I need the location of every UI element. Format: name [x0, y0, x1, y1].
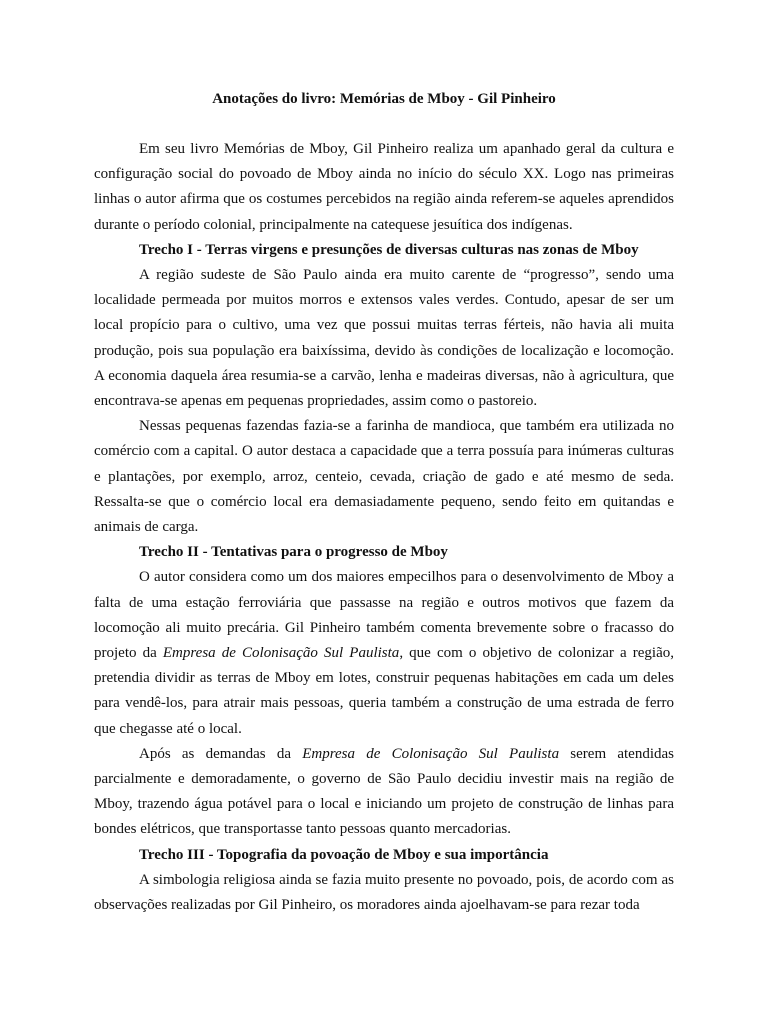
company-name-italic: Empresa de Colonisação Sul Paulista: [302, 745, 560, 762]
section-1-paragraph-2: Nessas pequenas fazendas fazia-se a farinha de mandioca, que também era utilizada no comércio com a capital. O autor destaca a capacidade que a terra possuía para inúmeras culturas e plantações, por exemplo, arroz, centeio, cevada, criação de gado e até mesmo de seda. Ressalta-se que o comércio local era demasiadamente pequeno, sendo feito em quitandas e animais de carga.: [94, 418, 674, 536]
document-title: Anotações do livro: Memórias de Mboy - Gil Pinheiro: [212, 91, 556, 107]
intro-paragraph: Em seu livro Memórias de Mboy, Gil Pinheiro realiza um apanhado geral da cultura e configuração social do povoado de Mboy ainda no início do século XX. Logo nas primeiras linhas o autor afirma que os costumes percebidos na região ainda referem-se aqueles aprendidos durante o período colonial, principalmente na catequese jesuítica dos indígenas.: [94, 141, 674, 233]
section-1-paragraph-1: A região sudeste de São Paulo ainda era muito carente de “progresso”, sendo uma localidade permeada por muitos morros e extensos vales verdes. Contudo, apesar de ser um local propício para o cultivo, uma vez que possui muitas terras férteis, não havia ali muita produção, pois sua população era baixíssima, devido às condições de localização e locomoção. A economia daquela área resumia-se a carvão, lenha e madeiras diversas, não à agricultura, que encontrava-se apenas em pequenas propriedades, assim como o pastoreio.: [94, 267, 674, 410]
company-name-italic: Empresa de Colonisação Sul Paulista: [162, 645, 400, 662]
section-2-paragraph-1-rest: , que com o objetivo de colonizar a região, pretendia dividir as terras de Mboy em lotes, construir pequenas habitações em cada um deles para vendê-los, para atrair mais pessoas, queria também a construção de uma estrada de ferro que chegasse até o local.: [94, 645, 674, 737]
section-2-paragraph-2: [94, 742, 674, 843]
document-body: [94, 87, 674, 918]
section-3-heading: Trecho III - Topografia da povoação de Mboy e sua importância: [139, 846, 549, 863]
section-3-paragraph-1: A simbologia religiosa ainda se fazia muito presente no povoado, pois, de acordo com as observações realizadas por Gil Pinheiro, os moradores ainda ajoelhavam-se para rezar toda: [94, 871, 674, 914]
section-2-paragraph-2-rest: serem atendidas parcialmente e demoradamente, o governo de São Paulo decidiu investir mais na região de Mboy, trazendo água potável para o local e iniciando um projeto de construção de linhas para bondes elétricos, que transportasse tanto pessoas quanto mercadorias.: [94, 745, 674, 838]
title-spacer: [94, 112, 674, 137]
section-2-paragraph-1: [94, 565, 674, 741]
section-2-heading: Trecho II - Tentativas para o progresso de Mboy: [139, 544, 448, 561]
section-1-heading: Trecho I - Terras virgens e presunções de diversas culturas nas zonas de Mboy: [139, 241, 639, 258]
section-2-paragraph-1-text: O autor considera como um dos maiores empecilhos para o desenvolvimento de Mboy a falta de uma estação ferroviária que passasse na região e outros motivos que fazem da locomoção ali muito precária. Gil Pinheiro também comenta brevemente sobre o fracasso do projeto da: [94, 569, 674, 662]
section-2-paragraph-2-start: Após as demandas da: [139, 745, 303, 762]
